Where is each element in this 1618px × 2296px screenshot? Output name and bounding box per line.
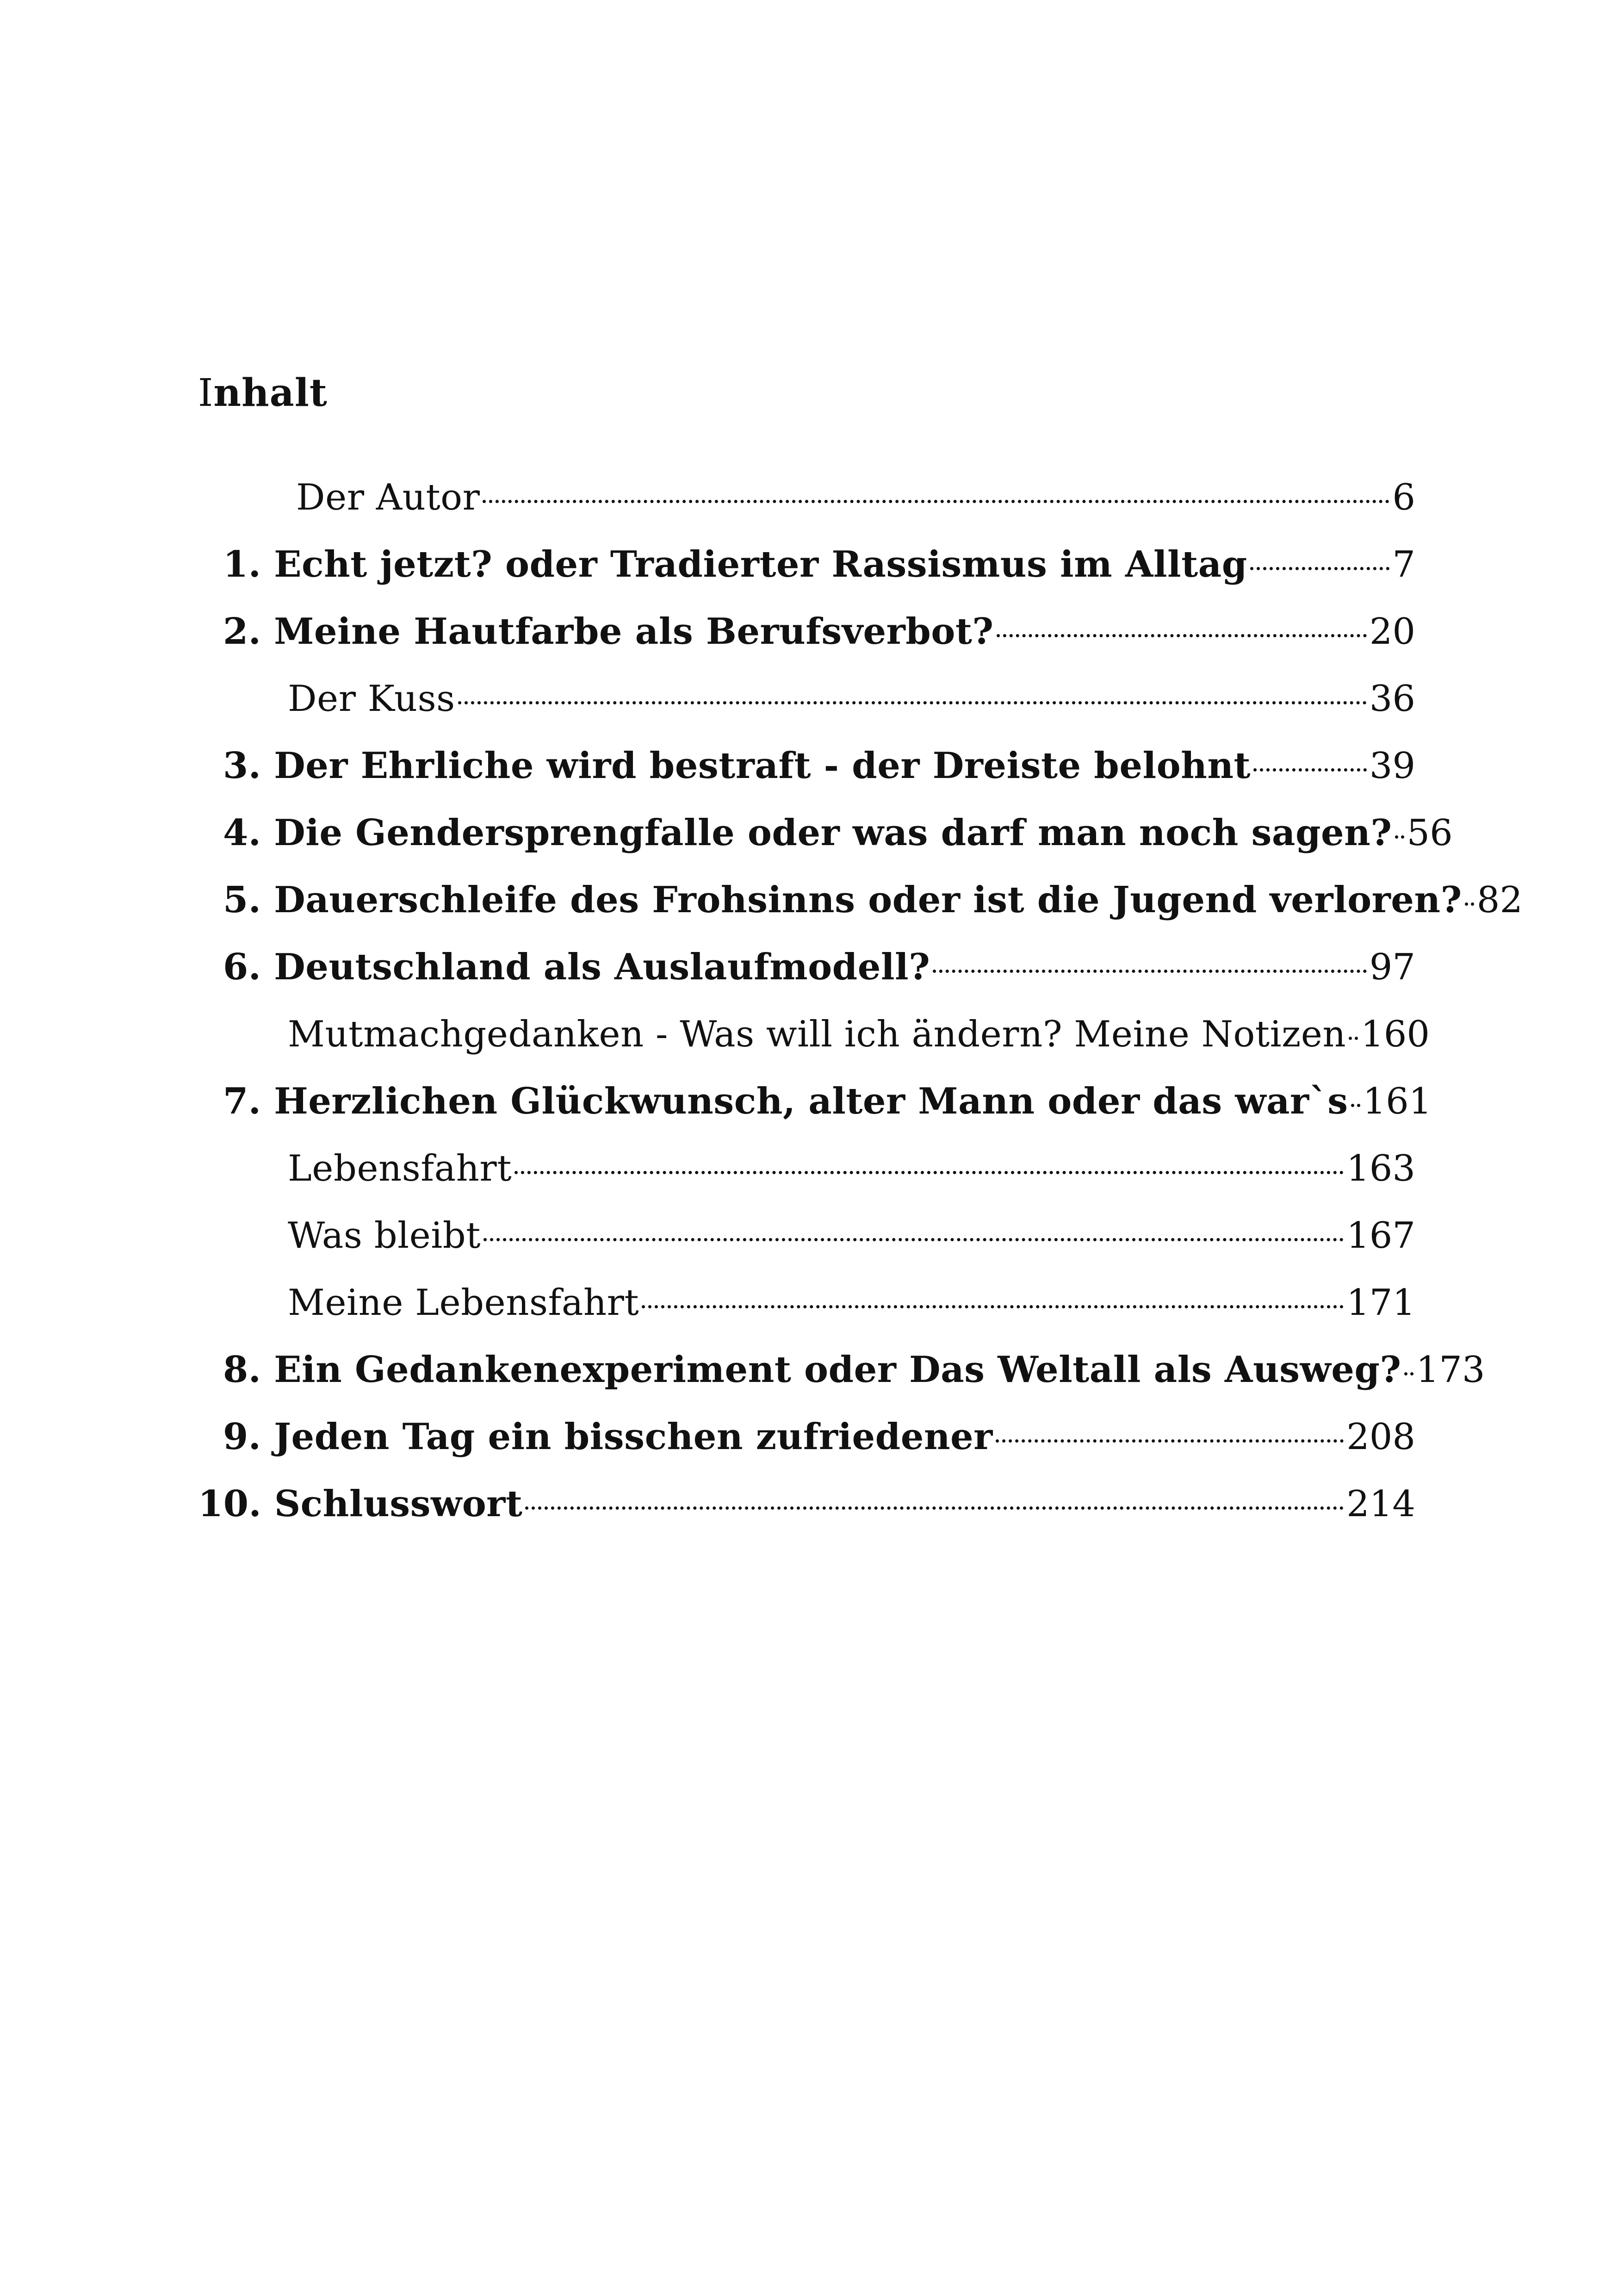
toc-entry[interactable]: [223, 1412, 1415, 1462]
toc-entry-page: 36: [1369, 678, 1415, 720]
toc-entry-page: 160: [1361, 1014, 1430, 1055]
toc-entry-title: 8. Ein Gedankenexperiment oder Das Weltall als Ausweg?: [223, 1349, 1401, 1391]
toc-entry-page: 6: [1392, 477, 1415, 518]
dot-leader: [642, 1305, 1344, 1308]
toc-entry-page: 7: [1392, 544, 1415, 585]
toc-entry-page: 20: [1369, 611, 1415, 653]
dot-leader: [458, 701, 1367, 704]
toc-heading-first-letter: I: [198, 371, 214, 415]
toc-entry-title: 6. Deutschland als Auslaufmodell?: [223, 946, 930, 988]
dot-leader: [1465, 902, 1474, 906]
toc-entry-title: 3. Der Ehrliche wird bestraft - der Dreiste belohnt: [223, 745, 1251, 787]
toc-entry[interactable]: [288, 673, 1415, 724]
toc-entry-page: 97: [1369, 946, 1415, 988]
toc-entry-title: 10. Schlusswort: [198, 1483, 523, 1525]
dot-leader: [933, 970, 1366, 973]
toc-entry-title: 7. Herzlichen Glückwunsch, alter Mann oder das war`s: [223, 1080, 1348, 1122]
dot-leader: [484, 1238, 1344, 1241]
toc-entry[interactable]: [223, 875, 1523, 926]
dot-leader: [525, 1506, 1344, 1510]
toc-entry[interactable]: [223, 539, 1415, 590]
toc-entry-page: 214: [1346, 1483, 1415, 1525]
toc-entry[interactable]: [288, 1009, 1430, 1060]
dot-leader: [1351, 1104, 1360, 1107]
toc-entry[interactable]: [223, 808, 1453, 859]
dot-leader: [1404, 1372, 1413, 1375]
toc-entry[interactable]: [288, 1210, 1415, 1261]
dot-leader: [1349, 1037, 1358, 1040]
toc-entry-title: Meine Lebensfahrt: [288, 1282, 639, 1324]
dot-leader: [515, 1171, 1344, 1174]
toc-heading-rest: nhalt: [213, 371, 328, 415]
dot-leader: [1395, 835, 1404, 839]
toc-entry[interactable]: [223, 942, 1415, 993]
dot-leader: [483, 500, 1389, 503]
toc-entry[interactable]: [296, 472, 1415, 523]
dot-leader: [997, 634, 1367, 637]
toc-entry-title: Mutmachgedanken - Was will ich ändern? Meine Notizen: [288, 1014, 1346, 1055]
toc-entry[interactable]: [288, 1277, 1415, 1328]
toc-entry-page: 161: [1363, 1081, 1432, 1122]
toc-entry-page: 173: [1416, 1349, 1485, 1391]
toc-entry[interactable]: [223, 740, 1415, 791]
dot-leader: [996, 1439, 1344, 1443]
toc-entry[interactable]: [288, 1143, 1415, 1194]
toc-entry-page: 208: [1346, 1416, 1415, 1458]
toc-entry-title: Was bleibt: [288, 1215, 481, 1257]
toc-entry-page: 82: [1476, 879, 1523, 921]
toc-entry-title: 1. Echt jetzt? oder Tradierter Rassismus im Alltag: [223, 543, 1247, 585]
toc-entry[interactable]: [223, 606, 1415, 657]
toc-heading: [198, 371, 328, 415]
toc-entry-page: 39: [1369, 745, 1415, 787]
toc-entry-title: 9. Jeden Tag ein bisschen zufriedener: [223, 1416, 993, 1458]
toc-entry-page: 171: [1346, 1282, 1415, 1324]
toc-entry-page: 167: [1346, 1215, 1415, 1257]
toc-entry[interactable]: [223, 1344, 1485, 1395]
toc-entry-page: 56: [1407, 812, 1453, 854]
dot-leader: [1250, 567, 1390, 570]
toc-entry[interactable]: [198, 1479, 1415, 1530]
toc-entry-title: 4. Die Gendersprengfalle oder was darf man noch sagen?: [223, 812, 1392, 854]
toc-entry-title: Lebensfahrt: [288, 1148, 512, 1189]
toc-entry-title: 5. Dauerschleife des Frohsinns oder ist die Jugend verloren?: [223, 879, 1462, 921]
toc-entry-title: Der Autor: [296, 477, 480, 518]
dot-leader: [1253, 768, 1367, 772]
toc-entry-title: 2. Meine Hautfarbe als Berufsverbot?: [223, 610, 994, 653]
toc-entry[interactable]: [223, 1076, 1432, 1127]
toc-entry-page: 163: [1346, 1148, 1415, 1189]
toc-entry-title: Der Kuss: [288, 678, 455, 720]
